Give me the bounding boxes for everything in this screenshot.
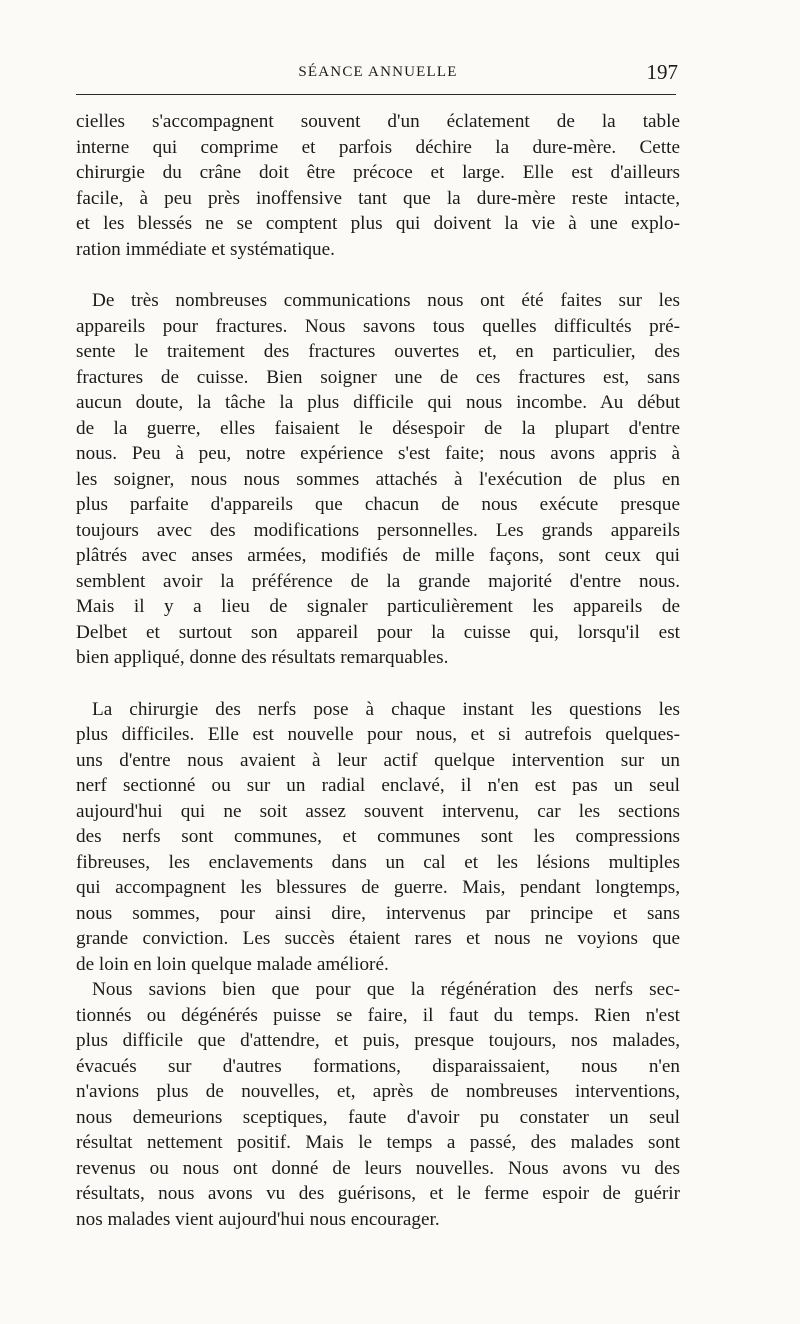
page-number: 197 [646,60,678,84]
text-line: revenus ou nous ont donné de leurs nouvelles. Nous avons vu des [76,1157,680,1179]
text-line: nous sommes, pour ainsi dire, intervenus par principe et sans [76,902,680,924]
text-line: uns d'entre nous avaient à leur actif quelque intervention sur un [76,749,680,771]
text-line: nous demeurions sceptiques, faute d'avoir pu constater un seul [76,1106,680,1128]
text-line: nerf sectionné ou sur un radial enclavé, il n'en est pas un seul [76,775,680,796]
text-line: plâtrés avec anses armées, modifiés de mille façons, sont ceux qui [76,545,680,566]
text-line: aujourd'hui qui ne soit assez souvent intervenu, car les sections [76,800,680,822]
text-line: plus parfaite d'appareils que chacun de nous exécute presque [76,494,680,515]
text-line: de loin en loin quelque malade amélioré. [76,953,389,975]
text-line: chirurgie du crâne doit être précoce et large. Elle est d'ailleurs [76,162,680,183]
text-line: évacués sur d'autres formations, disparaissaient, nous n'en [76,1055,680,1077]
text-line: Delbet et surtout son appareil pour la cuisse qui, lorsqu'il est [76,621,680,643]
text-line: cielles s'accompagnent souvent d'un éclatement de la table [76,111,680,132]
text-line: La chirurgie des nerfs pose à chaque instant les questions les [92,698,680,720]
text-line: des nerfs sont communes, et communes sont les compressions [76,826,680,847]
text-line: aucun doute, la tâche la plus difficile qui nous incombe. Au début [76,392,680,413]
text-line: semblent avoir la préférence de la grande majorité d'entre nous. [76,570,680,592]
text-line: De très nombreuses communications nous ont été faites sur les [92,290,680,311]
paragraph [76,109,680,262]
text-line: grande conviction. Les succès étaient rares et nous ne voyions que [76,928,680,949]
text-line: appareils pour fractures. Nous savons tous quelles difficultés pré- [76,315,680,337]
paragraph [76,697,680,978]
paragraph-gap [76,262,680,288]
text-line: les soigner, nous nous sommes attachés à l'exécution de plus en [76,468,680,490]
text-line: facile, à peu près inoffensive tant que la dure-mère reste intacte, [76,187,680,209]
text-line: ration immédiate et systématique. [76,238,335,260]
text-line: qui accompagnent les blessures de guerre. Mais, pendant longtemps, [76,877,680,898]
running-head [76,58,680,88]
text-line: toujours avec des modifications personnelles. Les grands appareils [76,519,680,541]
text-line: résultat nettement positif. Mais le temps a passé, des malades sont [76,1132,680,1153]
paragraph-gap [76,671,680,697]
header-rule [76,94,676,95]
text-line: n'avions plus de nouvelles, et, après de nombreuses interventions, [76,1081,680,1102]
text-line: et les blessés ne se comptent plus qui doivent la vie à une explo- [76,213,680,234]
running-title: SÉANCE ANNUELLE [298,64,458,80]
text-line: interne qui comprime et parfois déchire la dure-mère. Cette [76,136,680,158]
text-line: bien appliqué, donne des résultats remarquables. [76,647,449,668]
text-line: sente le traitement des fractures ouvertes et, en particulier, des [76,341,680,362]
paragraph [76,288,680,671]
text-line: résultats, nous avons vu des guérisons, et le ferme espoir de guérir [76,1183,680,1204]
text-line: Nous savions bien que pour que la régénération des nerfs sec- [92,979,680,1000]
text-line: fractures de cuisse. Bien soigner une de ces fractures est, sans [76,366,680,388]
text-line: nos malades vient aujourd'hui nous encourager. [76,1208,440,1230]
text-line: tionnés ou dégénérés puisse se faire, il faut du temps. Rien n'est [76,1004,680,1026]
text-line: fibreuses, les enclavements dans un cal et les lésions multiples [76,851,680,873]
text-line: nous. Peu à peu, notre expérience s'est faite; nous avons appris à [76,443,680,464]
text-line: plus difficiles. Elle est nouvelle pour nous, et si autrefois quelques- [76,724,680,745]
text-line: plus difficile que d'attendre, et puis, presque toujours, nos malades, [76,1030,680,1051]
paragraph [76,977,680,1232]
book-page [76,58,680,1232]
text-line: de la guerre, elles faisaient le désespoir de la plupart d'entre [76,417,680,439]
text-line: Mais il y a lieu de signaler particulièrement les appareils de [76,596,680,617]
